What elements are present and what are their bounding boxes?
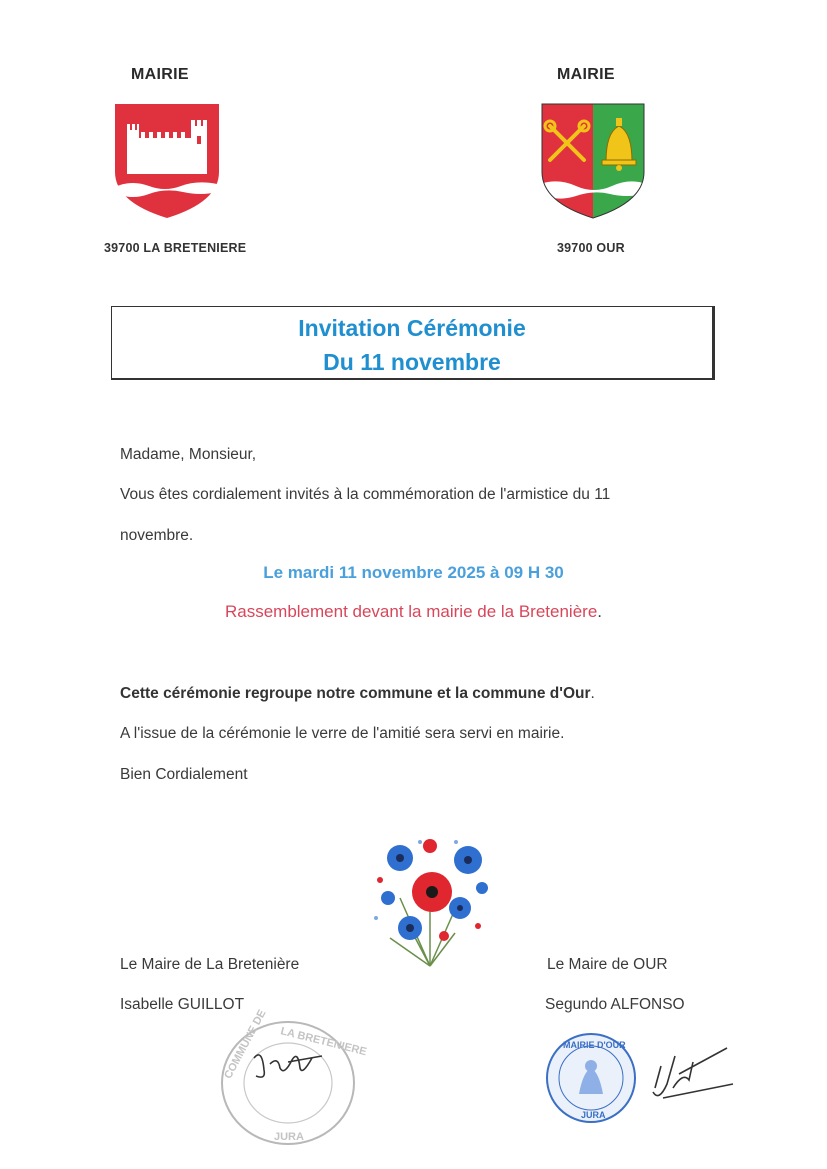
left-mayor-name: Isabelle GUILLOT: [120, 996, 245, 1013]
invitation-title: Invitation Cérémonie: [298, 315, 526, 341]
invitation-subtitle: Du 11 novembre: [323, 349, 501, 375]
event-date-line: Le mardi 11 novembre 2025 à 09 H 30: [263, 563, 564, 582]
svg-text:LA BRETENIERE: LA BRETENIERE: [279, 1025, 368, 1059]
svg-text:JURA: JURA: [581, 1110, 606, 1120]
left-town-label: 39700 LA BRETENIERE: [104, 241, 247, 255]
communes-period: .: [590, 685, 595, 702]
la-breteniere-official-stamp: [218, 1007, 368, 1148]
left-mairie-label: MAIRIE: [131, 66, 189, 83]
closing-line: Bien Cordialement: [120, 766, 248, 783]
intro-line-1: Vous êtes cordialement invités à la commémoration de l'armistice du 11: [120, 486, 611, 503]
intro-line-2: novembre.: [120, 527, 194, 544]
left-mayor-title: Le Maire de La Bretenière: [120, 956, 300, 973]
right-town-label: 39700 OUR: [557, 241, 625, 255]
meeting-point-period: .: [597, 602, 603, 621]
right-mairie-label: MAIRIE: [557, 66, 615, 83]
meeting-point-wrap: [0, 602, 827, 622]
svg-text:MAIRIE D'OUR: MAIRIE D'OUR: [563, 1040, 626, 1050]
la-breteniere-coat-of-arms: [113, 102, 221, 220]
our-coat-of-arms: [540, 102, 646, 220]
communes-line: Cette cérémonie regroupe notre commune et la commune d'Our: [120, 685, 591, 702]
flower-bouquet-illustration: [360, 828, 500, 968]
reception-line: A l'issue de la cérémonie le verre de l'amitié sera servi en mairie.: [120, 725, 565, 742]
svg-text:JURA: JURA: [274, 1131, 304, 1143]
right-mayor-name: Segundo ALFONSO: [545, 996, 685, 1013]
greeting: Madame, Monsieur,: [120, 446, 257, 463]
communes-line-wrap: [120, 685, 595, 703]
invitation-title-box: [111, 306, 715, 380]
meeting-point-line: Rassemblement devant la mairie de la Bretenière: [224, 602, 598, 621]
right-mayor-title: Le Maire de OUR: [547, 956, 668, 973]
our-official-stamp-and-signature: [543, 1028, 743, 1128]
svg-text:COMMUNE DE: COMMUNE DE: [222, 1007, 269, 1081]
